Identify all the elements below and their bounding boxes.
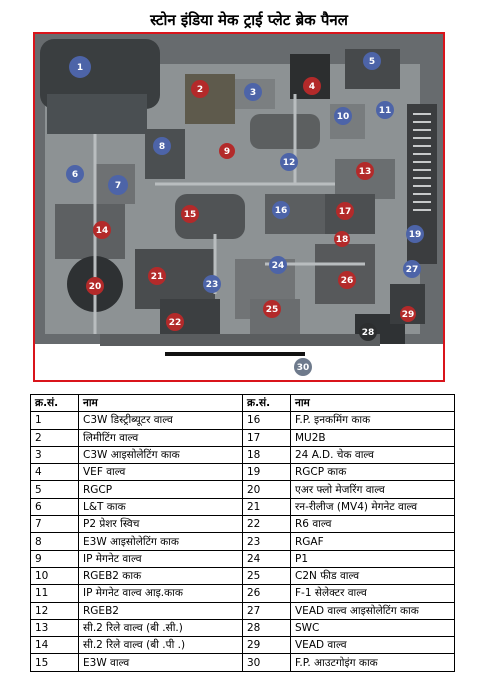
marker-label: 21 [150, 272, 164, 282]
serial-no-cell: 7 [31, 516, 79, 533]
serial-no-cell: 29 [243, 637, 291, 654]
component-name-cell: सी.2 रिले वाल्व (बी .पी .) [79, 637, 243, 654]
marker-label: 10 [336, 112, 350, 122]
serial-no-cell: 30 [243, 654, 291, 671]
component-name-cell: RGEB2 [79, 602, 243, 619]
component-name-cell: F.P. इनकमिंग काक [291, 412, 455, 429]
table-row [31, 429, 455, 446]
marker-label: 23 [205, 280, 219, 290]
component-name-cell: एअर फ्लो मेजरिंग वाल्व [291, 481, 455, 498]
serial-no-cell: 13 [31, 619, 79, 636]
component-name-cell: VEAD वाल्व [291, 637, 455, 654]
component-legend-table [30, 394, 455, 672]
component-name-cell: R6 वाल्व [291, 516, 455, 533]
marker-label: 25 [265, 305, 279, 315]
component-name-cell: P2 प्रेशर स्विच [79, 516, 243, 533]
serial-no-cell: 19 [243, 464, 291, 481]
table-row [31, 516, 455, 533]
serial-no-cell: 20 [243, 481, 291, 498]
marker-label: 19 [408, 230, 422, 240]
name-header: नाम [291, 395, 455, 412]
table-header-row [31, 395, 455, 412]
marker-label: 14 [95, 226, 109, 236]
component-name-cell: E3W आइसोलेटिंग काक [79, 533, 243, 550]
component-name-cell: MU2B [291, 429, 455, 446]
table-row [31, 654, 455, 671]
table-row [31, 585, 455, 602]
component-name-cell: F.P. आउटगोइंग काक [291, 654, 455, 671]
marker-label: 11 [378, 106, 392, 116]
table-row [31, 550, 455, 567]
panel-illustration [35, 34, 443, 380]
serial-no-header: क्र.सं. [31, 395, 79, 412]
marker-label: 2 [196, 85, 204, 95]
table-row [31, 637, 455, 654]
marker-label: 29 [401, 310, 415, 320]
component-name-cell: F-1 सेलेक्टर वाल्व [291, 585, 455, 602]
marker-label: 13 [358, 167, 372, 177]
component-name-cell: IP मेगनेट वाल्व आइ.काक [79, 585, 243, 602]
serial-no-cell: 14 [31, 637, 79, 654]
table-row [31, 498, 455, 515]
component-name-cell: C2N फीड वाल्व [291, 567, 455, 584]
marker-label: 30 [296, 363, 310, 373]
serial-no-cell: 2 [31, 429, 79, 446]
table-row [31, 567, 455, 584]
component-name-cell: 24 A.D. चेक वाल्व [291, 446, 455, 463]
component-name-cell: रन-रीलीज (MV4) मेगनेट वाल्व [291, 498, 455, 515]
marker-label: 12 [282, 158, 296, 168]
component-name-cell: C3W डिस्ट्रीब्यूटर वाल्व [79, 412, 243, 429]
serial-no-cell: 6 [31, 498, 79, 515]
serial-no-cell: 22 [243, 516, 291, 533]
marker-label: 16 [274, 206, 288, 216]
table-row [31, 602, 455, 619]
component-name-cell: E3W वाल्व [79, 654, 243, 671]
component-name-cell: VEF वाल्व [79, 464, 243, 481]
component-name-cell: C3W आइसोलेटिंग काक [79, 446, 243, 463]
serial-no-cell: 10 [31, 567, 79, 584]
serial-no-cell: 15 [31, 654, 79, 671]
marker-label: 18 [335, 235, 349, 245]
name-header: नाम [79, 395, 243, 412]
marker-label: 6 [71, 170, 79, 180]
component-name-cell: सी.2 रिले वाल्व (बी .सी.) [79, 619, 243, 636]
page-title: स्टोन इंडिया मेक ट्राई प्लेट ब्रेक पैनल [150, 11, 348, 29]
serial-no-cell: 9 [31, 550, 79, 567]
component-name-cell: L&T काक [79, 498, 243, 515]
serial-no-cell: 26 [243, 585, 291, 602]
serial-no-cell: 8 [31, 533, 79, 550]
serial-no-cell: 3 [31, 446, 79, 463]
component-name-cell: P1 [291, 550, 455, 567]
table-row [31, 412, 455, 429]
marker-label: 5 [368, 57, 376, 67]
marker-label: 26 [340, 276, 354, 286]
component-name-cell: RGCP काक [291, 464, 455, 481]
marker-label: 27 [405, 265, 419, 275]
serial-no-cell: 28 [243, 619, 291, 636]
serial-no-cell: 16 [243, 412, 291, 429]
component-name-cell: RGEB2 काक [79, 567, 243, 584]
marker-label: 8 [158, 142, 166, 152]
serial-no-cell: 27 [243, 602, 291, 619]
marker-label: 15 [183, 210, 197, 220]
marker-label: 24 [271, 261, 285, 271]
serial-no-cell: 24 [243, 550, 291, 567]
marker-label: 28 [361, 328, 375, 338]
table-row [31, 446, 455, 463]
marker-label: 20 [88, 282, 102, 292]
serial-no-cell: 23 [243, 533, 291, 550]
serial-no-cell: 25 [243, 567, 291, 584]
table-row [31, 619, 455, 636]
serial-no-cell: 18 [243, 446, 291, 463]
component-name-cell: VEAD वाल्व आइसोलेटिंग काक [291, 602, 455, 619]
component-name-cell: RGCP [79, 481, 243, 498]
marker-label: 9 [223, 147, 231, 157]
serial-no-header: क्र.सं. [243, 395, 291, 412]
serial-no-cell: 11 [31, 585, 79, 602]
component-name-cell: SWC [291, 619, 455, 636]
component-name-cell: IP मेगनेट वाल्व [79, 550, 243, 567]
marker-label: 4 [308, 82, 316, 92]
serial-no-cell: 12 [31, 602, 79, 619]
table-row [31, 481, 455, 498]
marker-label: 3 [249, 88, 257, 98]
brake-panel-photo [33, 32, 445, 382]
marker-label: 22 [168, 318, 182, 328]
serial-no-cell: 4 [31, 464, 79, 481]
serial-no-cell: 21 [243, 498, 291, 515]
marker-label: 7 [114, 181, 122, 191]
component-name-cell: लिमीटिंग वाल्व [79, 429, 243, 446]
serial-no-cell: 1 [31, 412, 79, 429]
serial-no-cell: 17 [243, 429, 291, 446]
marker-label: 17 [338, 207, 352, 217]
marker-label: 1 [76, 63, 84, 73]
serial-no-cell: 5 [31, 481, 79, 498]
table-row [31, 464, 455, 481]
component-name-cell: RGAF [291, 533, 455, 550]
table-row [31, 533, 455, 550]
